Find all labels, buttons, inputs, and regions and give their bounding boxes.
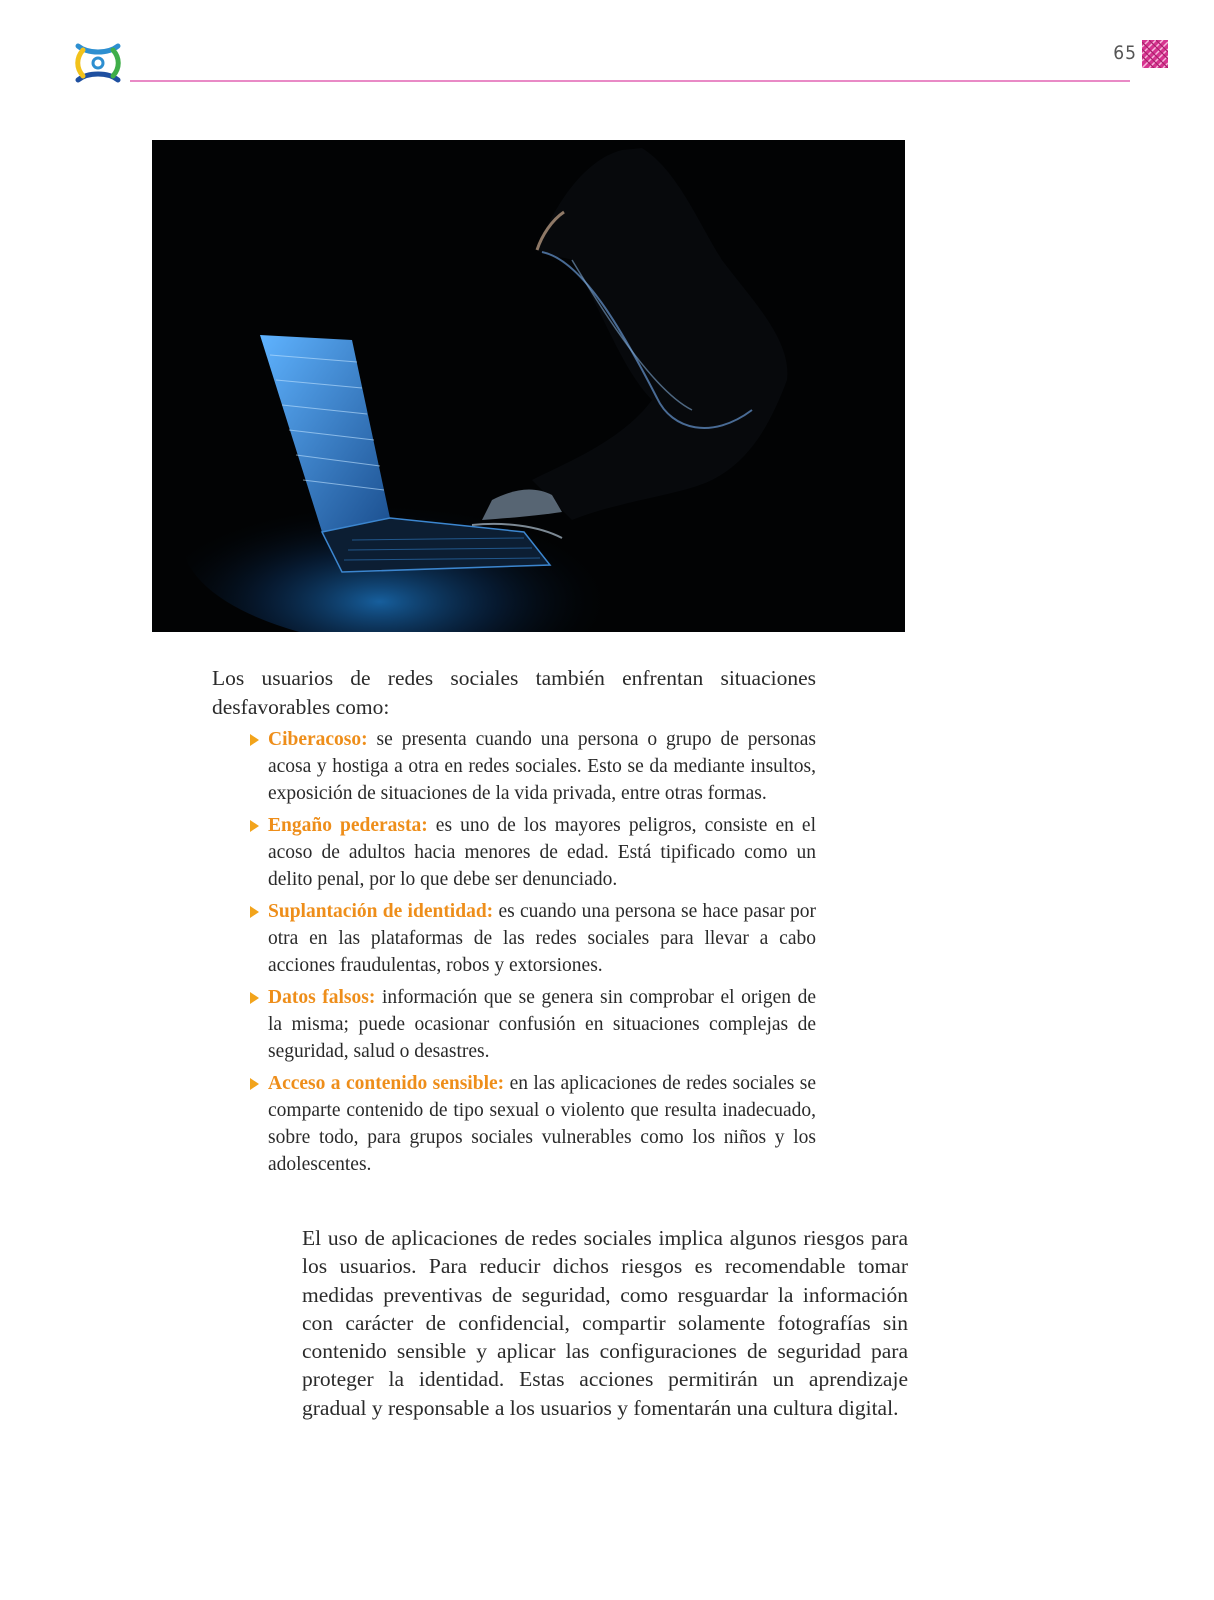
list-item-text: es uno de los mayores peligros, consiste en el acoso de adultos hacia menores de edad. Está tipificado como un delito penal, por lo que debe ser denunciado. bbox=[268, 815, 816, 890]
intertwined-rings-logo-icon bbox=[74, 40, 122, 86]
triangle-bullet-icon bbox=[250, 906, 259, 918]
intro-paragraph: Los usuarios de redes sociales también enfrentan situaciones desfavorables como: bbox=[212, 666, 816, 719]
list-item-text: se presenta cuando una persona o grupo de personas acosa y hostiga a otra en redes sociales. Esto se da mediante insultos, exposición de situaciones de la vida privada, entre otras formas. bbox=[268, 729, 816, 804]
triangle-bullet-icon bbox=[250, 820, 259, 832]
list-item-term: Acceso a contenido sensible: bbox=[268, 1073, 505, 1094]
list-item bbox=[248, 898, 816, 979]
pink-pattern-ornament-icon bbox=[1142, 40, 1168, 68]
list-item-text: información que se genera sin comprobar el origen de la misma; puede ocasionar confusión en situaciones complejas de seguridad, salud o desastres. bbox=[268, 987, 816, 1062]
risk-list bbox=[248, 726, 816, 1183]
triangle-bullet-icon bbox=[250, 734, 259, 746]
list-item bbox=[248, 812, 816, 893]
page-number: 65 bbox=[1113, 42, 1137, 64]
list-item bbox=[248, 726, 816, 807]
list-item bbox=[248, 1070, 816, 1178]
list-item-term: Ciberacoso: bbox=[268, 729, 368, 750]
list-item-term: Engaño pederasta: bbox=[268, 815, 428, 836]
list-item bbox=[248, 984, 816, 1065]
header-rule bbox=[130, 80, 1130, 82]
list-item-text: es cuando una persona se hace pasar por otra en las plataformas de las redes sociales para llevar a cabo acciones fraudulentas, robos y extorsiones. bbox=[268, 901, 816, 976]
list-item-term: Datos falsos: bbox=[268, 987, 376, 1008]
list-item-text: en las aplicaciones de redes sociales se comparte contenido de tipo sexual o violento que resulta inadecuado, sobre todo, para grupos sociales vulnerables como los niños y los adolescentes. bbox=[268, 1073, 817, 1175]
triangle-bullet-icon bbox=[250, 992, 259, 1004]
list-item-term: Suplantación de identidad: bbox=[268, 901, 494, 922]
closing-paragraph: El uso de aplicaciones de redes sociales implica algunos riesgos para los usuarios. Para reducir dichos riesgos es recomendable tomar medidas preventivas de seguridad, como resguardar la información con carácter de confidencial, compartir solamente fotografías sin contenido sensible y aplicar las configuraciones de seguridad para proteger la identidad. Estas acciones permitirán un aprendizaje gradual y responsable a los usuarios y fomentarán una cultura digital. bbox=[302, 1226, 908, 1420]
triangle-bullet-icon bbox=[250, 1078, 259, 1090]
hooded-person-at-laptop-photo bbox=[152, 140, 905, 632]
